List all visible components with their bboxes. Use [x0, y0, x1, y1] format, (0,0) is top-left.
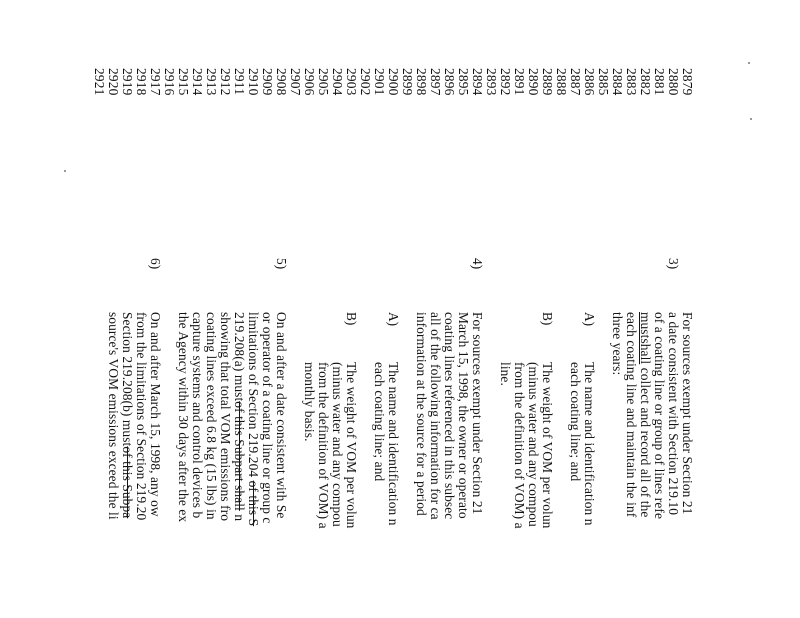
- line-number: 2917: [148, 68, 163, 96]
- line-number: 2883: [624, 68, 639, 96]
- item-6-line-1: On and after March 15, 1998, any ow: [148, 312, 163, 517]
- item-3-sub-b-line-1: The weight of VOM per volun: [540, 362, 555, 529]
- line-number: 2906: [302, 68, 317, 96]
- item-5-strike-2: of this Subpart shall: [232, 401, 247, 511]
- item-3-marker: 3): [666, 258, 681, 270]
- line-number: 2921: [92, 68, 107, 96]
- item-3-sub-a-line-1: The name and identification n: [582, 362, 597, 526]
- item-4-sub-a-marker: A): [386, 312, 401, 327]
- item-6-marker: 6): [148, 258, 163, 270]
- item-5-line-4: 219.208(a) mustof this Subpart shall n: [232, 312, 247, 522]
- line-number: 2910: [246, 68, 261, 96]
- item-4-line-3: coating lines referenced in this subsec: [442, 312, 457, 520]
- line-number: 2881: [652, 68, 667, 96]
- item-5-line-7: capture systems and control devices b: [190, 312, 205, 519]
- item-6-line-2: from the limitations of Section 219.20: [134, 312, 149, 521]
- item-4-line-2: March 15, 1998, the owner or operato: [456, 312, 471, 519]
- item-5-line-2: or operator of a coating line or group c: [260, 312, 275, 524]
- line-number: 2904: [330, 68, 345, 96]
- item-3-line-1: For sources exempt under Section 21: [680, 312, 695, 515]
- item-3-sub-b-line-3: from the definition of VOM) a: [512, 362, 527, 529]
- item-4-sub-b-line-4: monthly basis.: [302, 362, 317, 442]
- item-3-line-5: each coating line and maintain the inf: [624, 312, 639, 518]
- scan-speck: [748, 62, 750, 64]
- item-4-marker: 4): [470, 258, 485, 270]
- item-5-line-6: coating lines exceed 6.8 kg (15 lbs) in: [204, 312, 219, 520]
- line-number: 2889: [540, 68, 555, 96]
- line-number: 2885: [596, 68, 611, 96]
- line-number: 2899: [400, 68, 415, 96]
- line-number: 2911: [232, 68, 247, 96]
- item-5-strike-1: of this S: [246, 480, 261, 527]
- line-number: 2886: [582, 68, 597, 96]
- item-4-sub-b-marker: B): [344, 312, 359, 326]
- line-number: 2920: [106, 68, 121, 96]
- line-number: 2894: [470, 68, 485, 96]
- line-number: 2915: [176, 68, 191, 96]
- scan-speck: [64, 170, 66, 172]
- item-4-sub-b-line-3: from the definition of VOM) a: [316, 362, 331, 529]
- line-number: 2882: [638, 68, 653, 96]
- line-number: 2902: [358, 68, 373, 96]
- item-3-strike: mustshall: [638, 312, 653, 365]
- line-number: 2916: [162, 68, 177, 96]
- line-number: 2905: [316, 68, 331, 96]
- line-number: 2912: [218, 68, 233, 96]
- item-4-line-5: information at the source for a period: [414, 312, 429, 516]
- line-number: 2890: [526, 68, 541, 96]
- line-number: 2914: [190, 68, 205, 96]
- item-5-line-1: On and after a date consistent with Se: [274, 312, 289, 519]
- item-4-sub-a-line-1: The name and identification n: [386, 362, 401, 526]
- line-number: 2908: [274, 68, 289, 96]
- line-number: 2893: [484, 68, 499, 96]
- item-3-sub-b-marker: B): [540, 312, 555, 326]
- item-4-sub-a-line-2: each coating line; and: [372, 362, 387, 482]
- item-4-line-4: all of the following information for ca: [428, 312, 443, 520]
- line-number: 2896: [442, 68, 457, 96]
- item-3-sub-b-line-4: line.: [498, 362, 513, 386]
- line-number: 2892: [498, 68, 513, 96]
- line-number: 2913: [204, 68, 219, 96]
- item-6-line-4: source's VOM emissions exceed the li: [106, 312, 121, 520]
- line-number: 2907: [288, 68, 303, 96]
- item-3-line-2: a date consistent with Section 219.10: [666, 312, 681, 516]
- line-number: 2909: [260, 68, 275, 96]
- line-number: 2884: [610, 68, 625, 96]
- line-number: 2901: [372, 68, 387, 96]
- line-number: 2903: [344, 68, 359, 96]
- item-4-sub-b-line-1: The weight of VOM per volun: [344, 362, 359, 529]
- line-number: 2895: [456, 68, 471, 96]
- line-number: 2918: [134, 68, 149, 96]
- item-5-line-5: showing that total VOM emissions fro: [218, 312, 233, 522]
- item-3-line-6: three years:: [610, 312, 625, 376]
- line-number: 2887: [568, 68, 583, 96]
- item-5-line-3: limitations of Section 219.204 of this S: [246, 312, 261, 527]
- line-number: 2900: [386, 68, 401, 96]
- item-3-sub-a-line-2: each coating line; and: [568, 362, 583, 482]
- item-4-sub-b-line-2: (minus water and any compou: [330, 362, 345, 527]
- item-4-line-1: For sources exempt under Section 21: [470, 312, 485, 515]
- line-number: 2879: [680, 68, 695, 96]
- item-3-line-3: of a coating line or group of lines refe: [652, 312, 667, 520]
- line-number: 2897: [428, 68, 443, 96]
- item-3-sub-a-marker: A): [582, 312, 597, 327]
- line-number: 2888: [554, 68, 569, 96]
- item-3-sub-b-line-2: (minus water and any compou: [526, 362, 541, 527]
- item-3-line-4: mustshall collect and record all of the: [638, 312, 653, 518]
- line-number: 2919: [120, 68, 135, 96]
- item-6-line-3: Section 219.208(b) mustof this Subpa: [120, 312, 135, 519]
- item-6-strike: of this Subpa: [120, 446, 135, 519]
- scan-speck: [750, 118, 752, 120]
- item-5-marker: 5): [274, 258, 289, 270]
- item-5-line-8: the Agency within 30 days after the ex: [176, 312, 191, 523]
- line-number: 2880: [666, 68, 681, 96]
- line-number: 2898: [414, 68, 429, 96]
- line-number: 2891: [512, 68, 527, 96]
